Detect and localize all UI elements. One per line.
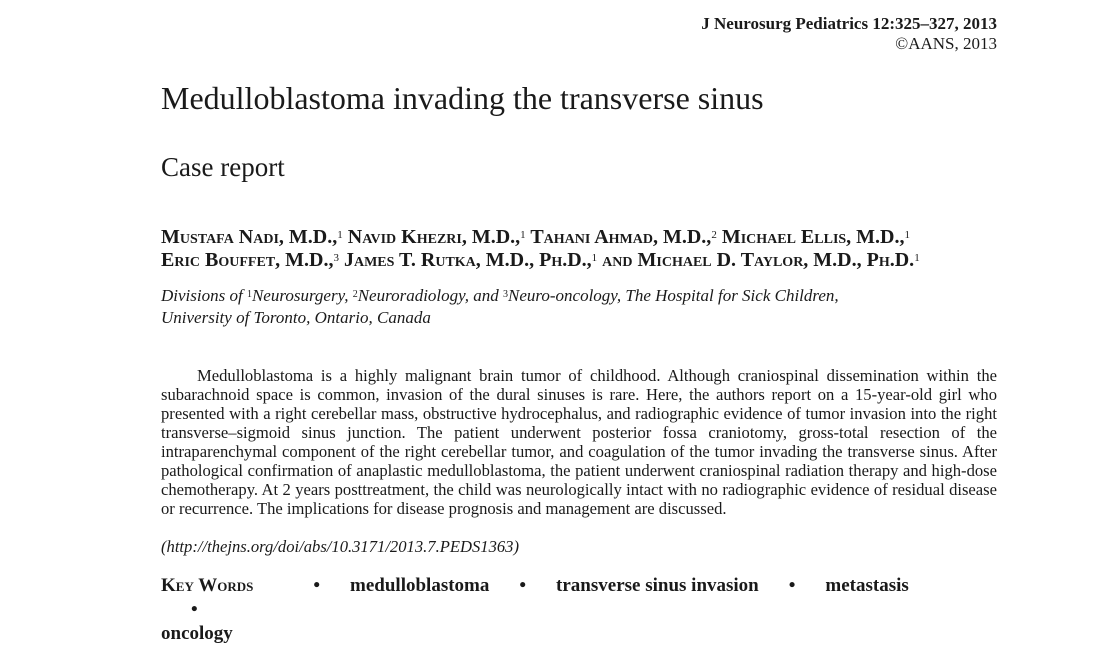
author-name: James T. Rutka, M.D., Ph.D.,: [343, 249, 592, 271]
doi-link[interactable]: (http://thejns.org/doi/abs/10.3171/2013.7.PEDS1363): [161, 537, 519, 556]
author-name: Eric Bouffet, M.D.,: [161, 249, 334, 271]
author-name: Mustafa Nadi, M.D.,: [161, 226, 338, 248]
affiliation-text: Neuroradiology, and: [357, 286, 503, 305]
keyword: transverse sinus invasion: [556, 575, 759, 596]
journal-header: [701, 14, 997, 54]
author-name: Tahani Ahmad, M.D.,: [530, 226, 712, 248]
copyright-notice: ©AANS, 2013: [895, 34, 997, 53]
keyword-separator: •: [313, 575, 321, 596]
keyword-separator: •: [519, 575, 527, 596]
keyword: metastasis: [825, 575, 909, 596]
author-name: Navid Khezri, M.D.,: [347, 226, 521, 248]
author-list: [161, 226, 1021, 272]
author-line-1: [161, 226, 1021, 249]
keywords: [161, 574, 961, 646]
affiliation-text: Divisions of: [161, 286, 247, 305]
affiliation-mark: 3: [503, 289, 508, 300]
journal-citation: J Neurosurg Pediatrics 12:325–327, 2013: [701, 14, 997, 33]
keyword-separator: •: [788, 575, 796, 596]
affiliation-text: Neurosurgery,: [251, 286, 353, 305]
author-name: Michael Ellis, M.D.,: [721, 226, 905, 248]
author-line-2: [161, 249, 1021, 272]
affiliation-line-1: [161, 285, 991, 307]
author-affiliation-mark: 3: [333, 252, 339, 264]
keyword-separator: •: [191, 599, 198, 620]
author-name: and Michael D. Taylor, M.D., Ph.D.: [602, 249, 915, 271]
affiliation-text: Neuro-oncology, The Hospital for Sick Children,: [508, 286, 839, 305]
affiliation: [161, 285, 991, 329]
author-affiliation-mark: 1: [914, 252, 920, 264]
author-affiliation-mark: 1: [520, 229, 526, 241]
article-title: Medulloblastoma invading the transverse sinus: [161, 80, 764, 116]
author-affiliation-mark: 1: [904, 229, 910, 241]
affiliation-mark: 2: [352, 289, 358, 300]
keyword: oncology: [161, 623, 233, 644]
article-type: Case report: [161, 152, 285, 182]
author-affiliation-mark: 1: [337, 229, 343, 241]
keyword: medulloblastoma: [350, 575, 490, 596]
abstract: Medulloblastoma is a highly malignant brain tumor of childhood. Although craniospinal dissemination within the subarachnoid space is common, invasion of the dural sinuses is rare. Here, the authors report on a 15-year-old girl who presented with a right cerebellar mass, obstructive hydrocephalus, and radiographic evidence of tumor invasion into the right transverse–sigmoid sinus junction. The patient underwent posterior fossa craniotomy, gross-total resection of the intraparenchymal component of the right cerebellar tumor, and coagulation of the tumor invading the transverse sinus. After pathological confirmation of anaplastic medulloblastoma, the patient underwent craniospinal radiation therapy and high-dose chemotherapy. At 2 years posttreatment, the child was neurologically intact with no radiographic evidence of residual disease or recurrence. The implications for disease prognosis and management are discussed.: [161, 366, 997, 518]
author-affiliation-mark: 1: [591, 252, 598, 264]
keywords-label: Key Words: [161, 575, 254, 596]
affiliation-mark: 1: [246, 289, 252, 300]
author-affiliation-mark: 2: [711, 229, 717, 241]
affiliation-line-2: University of Toronto, Ontario, Canada: [161, 308, 431, 327]
